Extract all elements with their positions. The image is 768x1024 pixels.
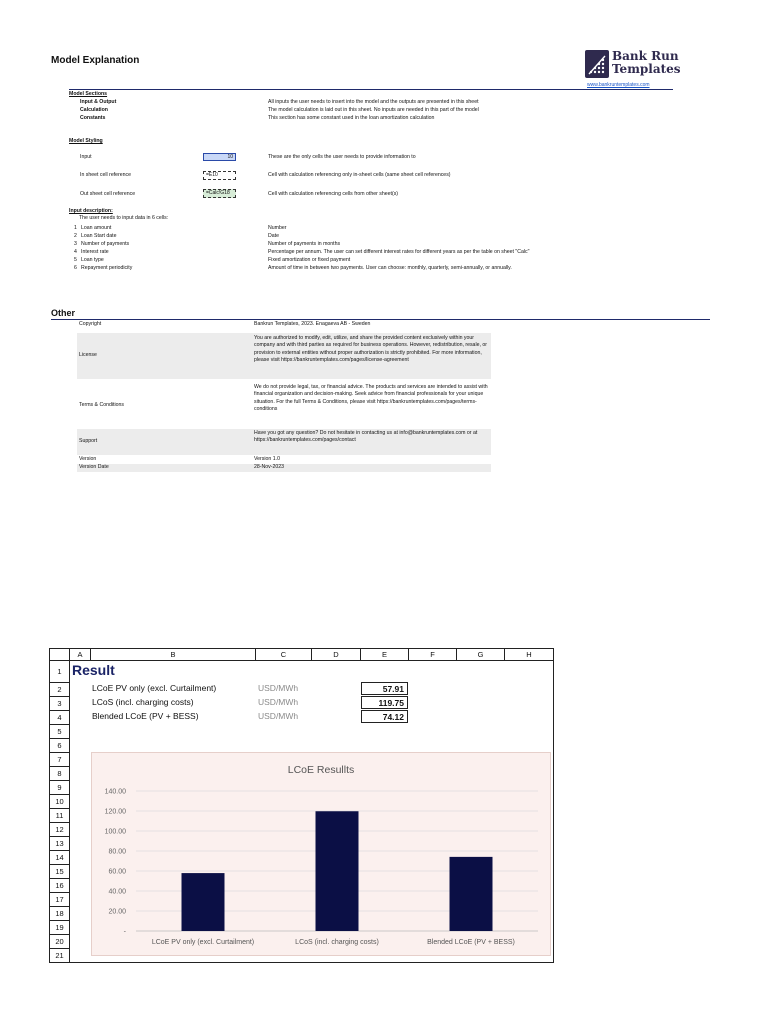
- outsheet-style-cell[interactable]: =Calc!G18: [203, 189, 236, 198]
- chart-y-tick-label: 80.00: [108, 848, 126, 856]
- input-num: 4: [74, 249, 77, 255]
- header-divider: [69, 89, 673, 90]
- corner-cell: [50, 649, 70, 661]
- result-value[interactable]: 74.12: [361, 710, 408, 723]
- row-header[interactable]: 17: [50, 893, 70, 907]
- logo-url-link[interactable]: www.bankruntemplates.com: [587, 82, 650, 88]
- row-header[interactable]: 19: [50, 921, 70, 935]
- chart-y-tick-label: 120.00: [104, 808, 126, 816]
- input-label: Loan type: [81, 257, 104, 263]
- outsheet-style-label: Out sheet cell reference: [80, 191, 136, 197]
- input-style-desc: These are the only cells the user needs to provide information to: [268, 154, 416, 160]
- result-unit: USD/MWh: [258, 711, 299, 721]
- column-header[interactable]: E: [361, 649, 409, 661]
- chart-bar[interactable]: [182, 873, 225, 931]
- result-label: LCoS (incl. charging costs): [92, 697, 194, 707]
- column-header[interactable]: H: [505, 649, 553, 661]
- other-row-value: You are authorized to modify, edit, utilize, and share the provided content exclusively within your company and with third parties as required for business operations. However, redistribution, resale, or provision to external entities without proper authorization is strictly prohibited. For more information, please visit https://bankruntemplates.com/pages/license-agreement: [254, 335, 487, 363]
- chart-y-tick-label: -: [123, 928, 126, 936]
- input-num: 3: [74, 241, 77, 247]
- logo-line2: Templates: [612, 62, 681, 76]
- result-value[interactable]: 119.75: [361, 696, 408, 709]
- other-row-label: Version Date: [79, 464, 109, 470]
- outsheet-style-desc: Cell with calculation referencing cells from other sheet(s): [268, 191, 399, 197]
- chart-bar[interactable]: [450, 857, 493, 931]
- result-label: LCoE PV only (excl. Curtailment): [92, 683, 217, 693]
- insheet-style-desc: Cell with calculation referencing only in-sheet cells (same sheet cell references): [268, 172, 451, 178]
- result-unit: USD/MWh: [258, 683, 299, 693]
- other-row-label: Support: [79, 438, 98, 444]
- other-row-support: [77, 429, 491, 455]
- input-num: 1: [74, 225, 77, 231]
- result-unit: USD/MWh: [258, 697, 299, 707]
- other-heading: Other: [51, 308, 76, 318]
- input-label: Loan amount: [81, 225, 112, 231]
- row-header[interactable]: 13: [50, 837, 70, 851]
- chart-y-tick-label: 40.00: [108, 888, 126, 896]
- input-style-cell[interactable]: 10: [203, 153, 236, 161]
- other-row-label: Version: [79, 456, 97, 462]
- input-style-label: Input: [80, 154, 92, 160]
- logo-line1: Bank Run: [612, 49, 679, 63]
- row-header[interactable]: 5: [50, 725, 70, 739]
- row-header[interactable]: 7: [50, 753, 70, 767]
- other-divider: [51, 319, 710, 320]
- section-desc: The model calculation is laid out in this sheet. No inputs are needed in this part of the model: [268, 107, 479, 113]
- lcoe-chart-svg: [92, 753, 550, 955]
- chart-title: LCoE Resullts: [287, 764, 355, 776]
- bankrun-logo: [585, 49, 681, 82]
- chart-x-category-label: LCoS (incl. charging costs): [295, 939, 379, 946]
- section-desc: All inputs the user needs to insert into the model and the outputs are presented in this sheet: [268, 99, 479, 105]
- column-header[interactable]: F: [409, 649, 457, 661]
- chart-bar[interactable]: [316, 811, 359, 931]
- row-header[interactable]: 16: [50, 879, 70, 893]
- row-header[interactable]: 9: [50, 781, 70, 795]
- other-row-label: Copyright: [79, 321, 102, 327]
- chart-y-tick-label: 100.00: [104, 828, 126, 836]
- other-row-license: [77, 333, 491, 379]
- input-desc: Number of payments in months: [268, 241, 341, 247]
- row-header[interactable]: 12: [50, 823, 70, 837]
- column-header[interactable]: D: [312, 649, 361, 661]
- input-desc: Amount of time in between two payments. User can choose: monthly, quarterly, semi-annually, or annually.: [268, 265, 512, 271]
- other-row-value: 28-Nov-2023: [254, 464, 284, 470]
- other-row-value: Bankrun Templates, 2023. Enagaeva AB - Sweden: [254, 321, 371, 327]
- input-desc: Percentage per annum. The user can set different interest rates for different years as per the table on sheet "Calc": [268, 249, 530, 255]
- section-label: Calculation: [80, 107, 108, 113]
- input-description-intro: The user needs to input data in 6 cells:: [79, 215, 169, 221]
- chart-x-category-label: Blended LCoE (PV + BESS): [427, 939, 515, 946]
- input-label: Loan Start date: [81, 233, 117, 239]
- result-title: Result: [72, 662, 115, 678]
- input-label: Interest rate: [81, 249, 109, 255]
- chart-y-tick-label: 140.00: [104, 788, 126, 796]
- chart-y-tick-label: 20.00: [108, 908, 126, 916]
- result-sheet: [49, 648, 554, 963]
- other-row-version: [77, 456, 491, 464]
- lcoe-chart[interactable]: [91, 752, 551, 956]
- input-num: 5: [74, 257, 77, 263]
- logo-icon: [585, 50, 609, 78]
- model-styling-heading: Model Styling: [69, 138, 103, 144]
- row-header[interactable]: 15: [50, 865, 70, 879]
- other-row-value: We do not provide legal, tax, or financial advice. The products and services are intended to assist with financial organization and decision-making. Seek advice from financial professionals for your unique situation. For the full Terms & Conditions, please visit https://bankruntemplates.com/pages/terms-conditions: [254, 384, 488, 412]
- row-header[interactable]: 6: [50, 739, 70, 753]
- input-num: 2: [74, 233, 77, 239]
- result-label: Blended LCoE (PV + BESS): [92, 711, 199, 721]
- insheet-style-label: In sheet cell reference: [80, 172, 132, 178]
- section-label: Constants: [80, 115, 106, 121]
- other-row-value: Version 1.0: [254, 456, 280, 462]
- row-header[interactable]: 14: [50, 851, 70, 865]
- chart-x-category-label: LCoE PV only (excl. Curtailment): [151, 939, 255, 946]
- row-header[interactable]: 8: [50, 767, 70, 781]
- other-row-value: Have you got any question? Do not hesitate in contacting us at info@bankruntemplates.com or at https://bankruntemplates.com/pages/contact: [254, 430, 478, 444]
- input-label: Number of payments: [81, 241, 130, 247]
- input-desc: Fixed amortization or fixed payment: [268, 257, 351, 263]
- row-header[interactable]: 1: [50, 661, 70, 683]
- model-sections-heading: Model Sections: [69, 91, 108, 97]
- chart-y-tick-label: 60.00: [108, 868, 126, 876]
- row-header[interactable]: 18: [50, 907, 70, 921]
- row-header[interactable]: 2: [50, 683, 70, 697]
- row-header[interactable]: 10: [50, 795, 70, 809]
- input-label: Repayment periodicity: [81, 265, 133, 271]
- row-header[interactable]: 20: [50, 935, 70, 949]
- insheet-style-cell[interactable]: =E10: [203, 171, 236, 180]
- row-header[interactable]: 21: [50, 949, 70, 963]
- input-description-heading: Input description:: [69, 208, 113, 214]
- column-header[interactable]: C: [256, 649, 312, 661]
- column-header[interactable]: G: [457, 649, 505, 661]
- other-row-copyright: [77, 321, 491, 329]
- row-header[interactable]: 11: [50, 809, 70, 823]
- page-title: Model Explanation: [51, 55, 140, 66]
- other-row-terms: [77, 383, 491, 429]
- input-num: 6: [74, 265, 77, 271]
- input-desc: Date: [268, 233, 279, 239]
- other-row-label: License: [79, 352, 97, 358]
- row-header[interactable]: 3: [50, 697, 70, 711]
- column-header[interactable]: B: [91, 649, 256, 661]
- section-label: Input & Output: [80, 99, 117, 105]
- other-row-version-date: [77, 464, 491, 472]
- input-desc: Number: [268, 225, 287, 231]
- column-header[interactable]: A: [70, 649, 91, 661]
- result-value[interactable]: 57.91: [361, 682, 408, 695]
- row-header[interactable]: 4: [50, 711, 70, 725]
- section-desc: This section has some constant used in the loan amortization calculation: [268, 115, 435, 121]
- other-row-label: Terms & Conditions: [79, 402, 124, 408]
